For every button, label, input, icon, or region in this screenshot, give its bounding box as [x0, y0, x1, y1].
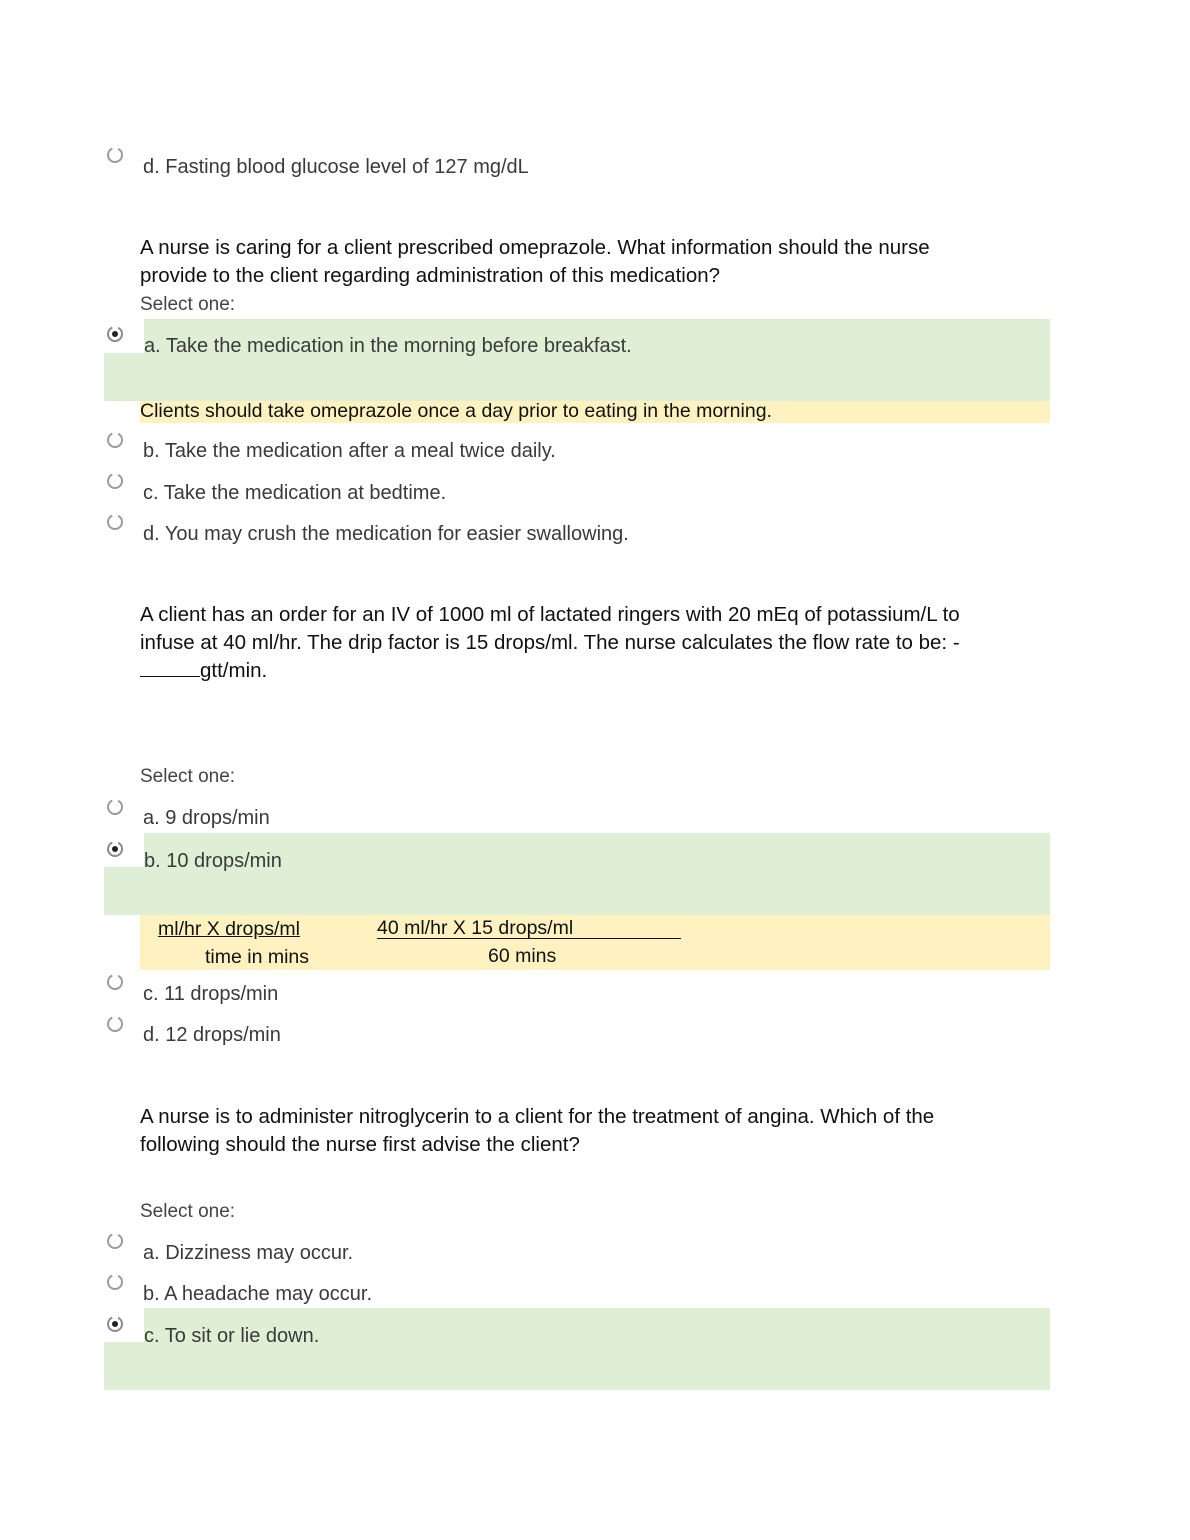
- radio-selected-icon[interactable]: [106, 325, 124, 343]
- radio-selected-icon[interactable]: [106, 840, 124, 858]
- q2-option-d[interactable]: d. 12 drops/min: [143, 1024, 281, 1046]
- q1-option-d[interactable]: d. You may crush the medication for easier swallowing.: [143, 523, 629, 545]
- radio-unselected-icon[interactable]: [106, 1015, 124, 1033]
- q1-feedback: Clients should take omeprazole once a day prior to eating in the morning.: [140, 400, 772, 422]
- radio-unselected-icon[interactable]: [106, 431, 124, 449]
- q2-option-c[interactable]: c. 11 drops/min: [143, 983, 279, 1005]
- radio-unselected-icon[interactable]: [106, 798, 124, 816]
- q1-option-b[interactable]: b. Take the medication after a meal twice daily.: [143, 440, 556, 462]
- calc-numerator: 40 ml/hr X 15 drops/ml: [377, 917, 681, 939]
- q2-select-label: Select one:: [140, 766, 236, 787]
- radio-unselected-icon[interactable]: [106, 513, 124, 531]
- formula-numerator: ml/hr X drops/ml: [158, 918, 300, 940]
- calc-denominator: 60 mins: [488, 945, 557, 967]
- q3-question: A nurse is to administer nitroglycerin to a client for the treatment of angina. Which of the following should the nurse first advise the client?: [140, 1105, 935, 1156]
- q2-option-a[interactable]: a. 9 drops/min: [143, 807, 270, 829]
- q3-correct-answer-box: [104, 1308, 1050, 1390]
- answer-blank: [140, 658, 200, 677]
- q2-question-part2: gtt/min.: [200, 659, 268, 682]
- radio-selected-icon[interactable]: [106, 1315, 124, 1333]
- q1-select-label: Select one:: [140, 294, 236, 315]
- q3-option-c[interactable]: c. To sit or lie down.: [144, 1325, 320, 1347]
- radio-unselected-icon[interactable]: [106, 1232, 124, 1250]
- q2-question: [140, 601, 1020, 685]
- radio-unselected-icon[interactable]: [106, 1273, 124, 1291]
- q2-question-part1: A client has an order for an IV of 1000 ml of lactated ringers with 20 mEq of potassium/L to infuse at 40 ml/hr. The drip factor is 15 drops/ml. The nurse calculates the flow rate to be: -: [140, 603, 960, 654]
- radio-unselected-icon[interactable]: [106, 472, 124, 490]
- q3-select-label: Select one:: [140, 1201, 236, 1222]
- q1-question: A nurse is caring for a client prescribed omeprazole. What information should the nurse provide to the client regarding administration of this medication?: [140, 236, 930, 287]
- q3-option-b[interactable]: b. A headache may occur.: [143, 1283, 373, 1305]
- q3-option-a[interactable]: a. Dizziness may occur.: [143, 1242, 354, 1264]
- q2-option-b[interactable]: b. 10 drops/min: [144, 850, 282, 872]
- q1-correct-answer-box: [104, 319, 1050, 401]
- formula-denominator: time in mins: [205, 946, 310, 968]
- radio-unselected-icon[interactable]: [106, 146, 124, 164]
- q0-option-d[interactable]: d. Fasting blood glucose level of 127 mg/dL: [143, 156, 529, 178]
- q1-option-a[interactable]: a. Take the medication in the morning before breakfast.: [144, 335, 632, 357]
- radio-unselected-icon[interactable]: [106, 973, 124, 991]
- q1-option-c[interactable]: c. Take the medication at bedtime.: [143, 482, 447, 504]
- q2-correct-answer-box: [104, 833, 1050, 915]
